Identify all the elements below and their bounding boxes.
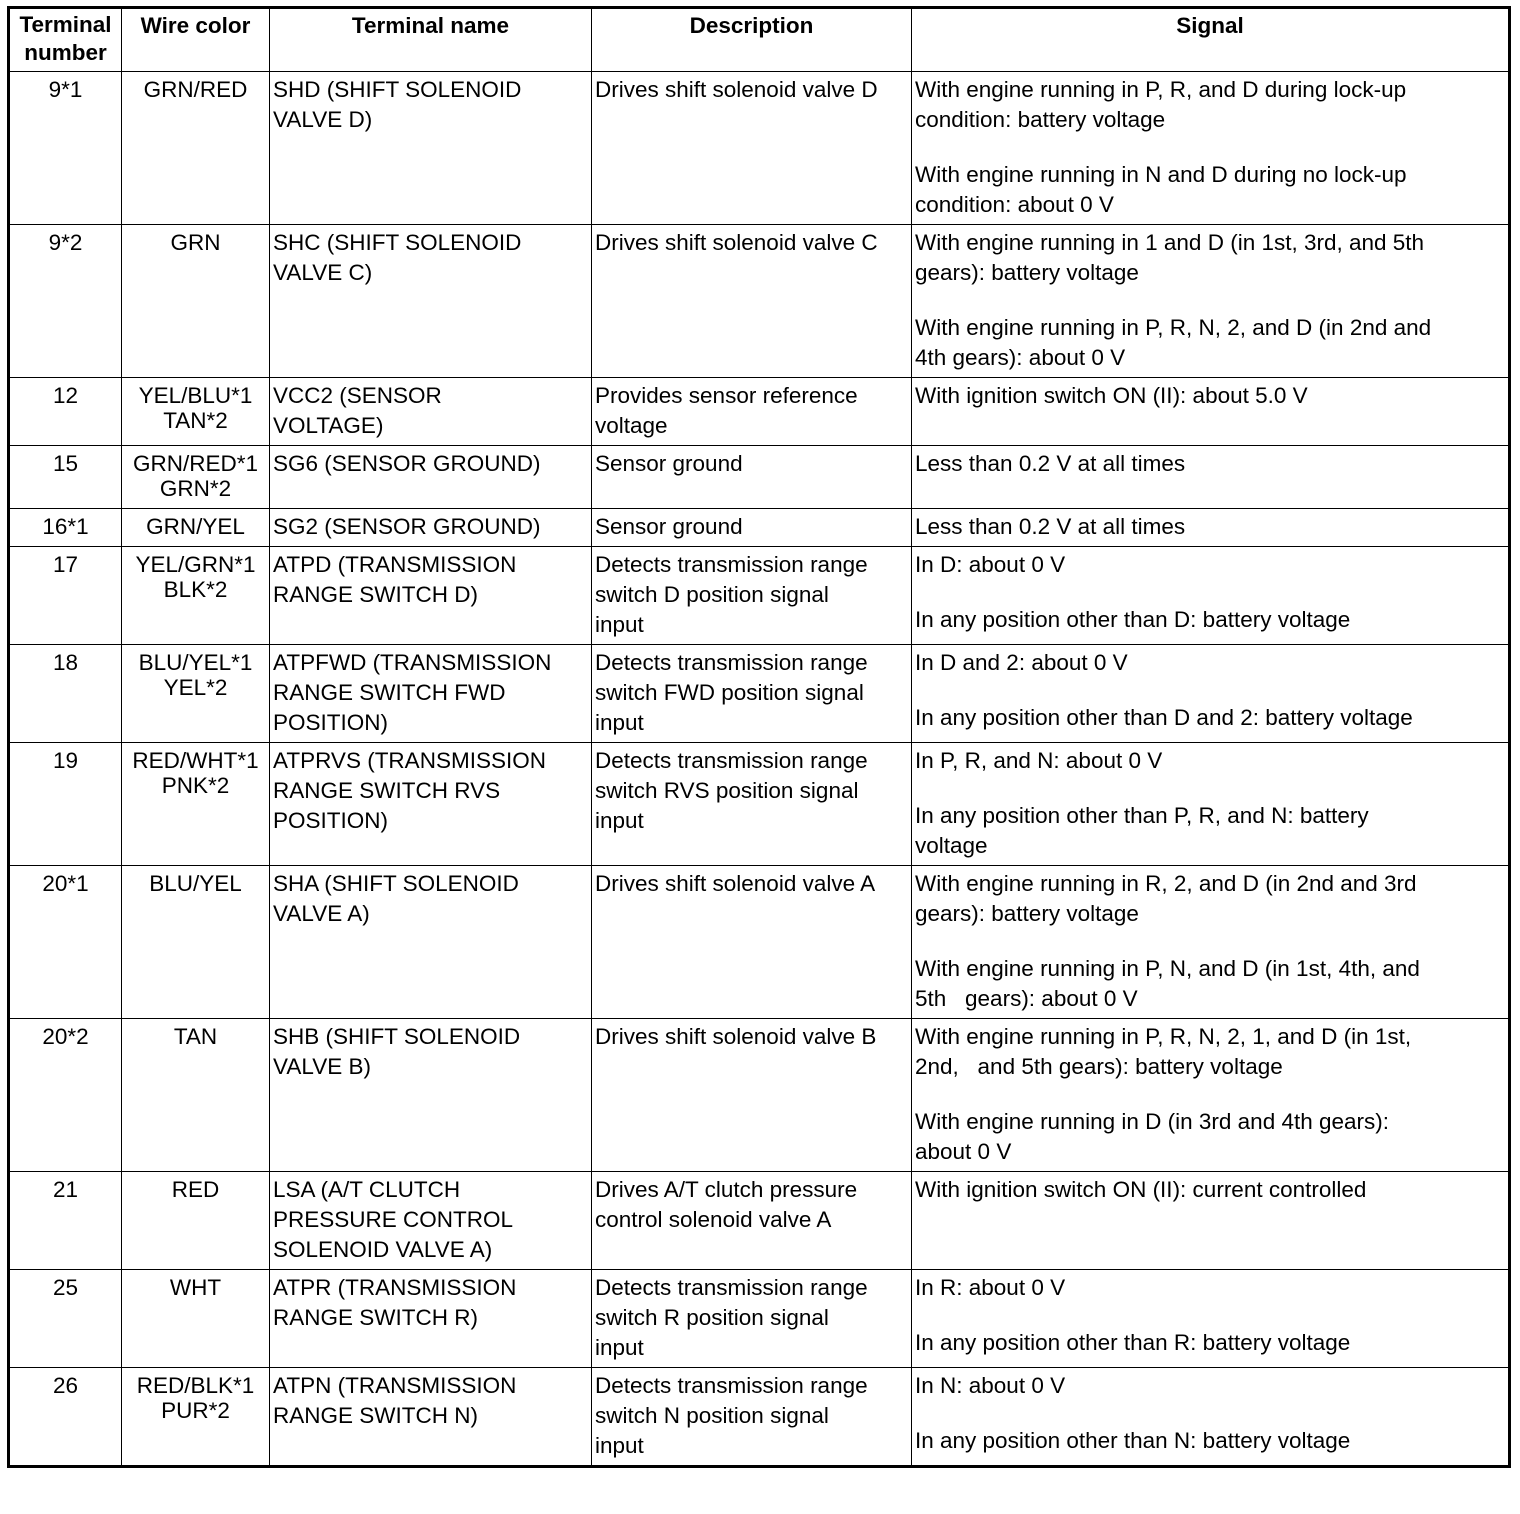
signal-line: gears): battery voltage <box>915 260 1139 285</box>
signal-paragraph <box>915 75 1505 135</box>
terminal-number-cell: 9*2 <box>9 225 122 378</box>
description-line: Drives shift solenoid valve D <box>595 77 878 102</box>
signal-paragraph <box>915 1175 1505 1205</box>
description-line: Sensor ground <box>595 514 743 539</box>
terminal-number-cell: 20*2 <box>9 1019 122 1172</box>
signal-cell <box>912 1172 1510 1270</box>
description-cell <box>592 1368 912 1467</box>
wire-color-cell <box>122 1172 270 1270</box>
terminal-name-line: SHD (SHIFT SOLENOID <box>273 77 522 102</box>
signal-paragraph <box>915 1022 1505 1082</box>
signal-line: In any position other than P, R, and N: battery <box>915 803 1369 828</box>
wire-color-value: GRN/RED*1 <box>132 451 259 476</box>
signal-paragraph <box>915 801 1505 861</box>
signal-line: With engine running in N and D during no lock-up <box>915 162 1407 187</box>
terminal-name-line: SHC (SHIFT SOLENOID <box>273 230 522 255</box>
signal-cell <box>912 378 1510 446</box>
description-line: Detects transmission range <box>595 1275 868 1300</box>
wire-color-value: TAN*2 <box>163 408 228 433</box>
signal-line: With ignition switch ON (II): current controlled <box>915 1177 1367 1202</box>
header-description: Description <box>592 8 912 72</box>
signal-paragraph <box>915 449 1505 479</box>
terminal-number-cell: 19 <box>9 743 122 866</box>
wire-color-value: RED/BLK*1 <box>136 1373 255 1398</box>
terminal-name-line: ATPRVS (TRANSMISSION <box>273 748 546 773</box>
terminal-number-cell: 16*1 <box>9 509 122 547</box>
terminal-name-line: POSITION) <box>273 710 389 735</box>
wire-color-value: GRN*2 <box>159 476 232 501</box>
description-cell <box>592 1019 912 1172</box>
description-line: Detects transmission range <box>595 748 868 773</box>
header-row <box>9 8 1510 72</box>
description-line: Provides sensor reference <box>595 383 858 408</box>
signal-paragraph <box>915 313 1505 373</box>
wire-color-value: GRN/RED <box>143 77 248 102</box>
signal-paragraph <box>915 703 1505 733</box>
terminal-name-line: LSA (A/T CLUTCH <box>273 1177 461 1202</box>
wire-color-value: RED <box>171 1177 220 1202</box>
signal-cell <box>912 866 1510 1019</box>
signal-line: With engine running in D (in 3rd and 4th gears): <box>915 1109 1390 1134</box>
signal-paragraph <box>915 160 1505 220</box>
wire-color-cell <box>122 225 270 378</box>
signal-line: In P, R, and N: about 0 V <box>915 748 1163 773</box>
signal-line: In D: about 0 V <box>915 552 1066 577</box>
signal-line: With engine running in P, R, and D during lock-up <box>915 77 1407 102</box>
signal-line: With engine running in P, R, N, 2, and D (in 2nd and <box>915 315 1432 340</box>
signal-line: In any position other than D and 2: battery voltage <box>915 705 1413 730</box>
description-line: input <box>595 1433 644 1458</box>
wire-color-value: GRN/YEL <box>146 514 245 539</box>
terminal-name-line: SG6 (SENSOR GROUND) <box>273 451 541 476</box>
description-line: input <box>595 710 644 735</box>
terminal-name-cell <box>270 509 592 547</box>
description-line: input <box>595 612 644 637</box>
signal-cell <box>912 1019 1510 1172</box>
description-line: Sensor ground <box>595 451 743 476</box>
signal-cell <box>912 225 1510 378</box>
signal-paragraph <box>915 512 1505 542</box>
signal-paragraph <box>915 228 1505 288</box>
signal-cell <box>912 645 1510 743</box>
signal-line: In any position other than R: battery voltage <box>915 1330 1351 1355</box>
terminal-number-cell: 17 <box>9 547 122 645</box>
terminal-name-line: VALVE A) <box>273 901 370 926</box>
description-line: control solenoid valve A <box>595 1207 832 1232</box>
signal-paragraph <box>915 381 1505 411</box>
description-cell <box>592 1270 912 1368</box>
terminal-name-line: SOLENOID VALVE A) <box>273 1237 493 1262</box>
terminal-name-line: SG2 (SENSOR GROUND) <box>273 514 541 539</box>
table-row <box>9 509 1510 547</box>
table-row <box>9 378 1510 446</box>
description-line: Drives shift solenoid valve A <box>595 871 876 896</box>
wire-color-value: BLU/YEL*1 <box>138 650 253 675</box>
description-cell <box>592 378 912 446</box>
wire-color-cell <box>122 72 270 225</box>
description-cell <box>592 446 912 509</box>
signal-line: condition: about 0 V <box>915 192 1114 217</box>
terminal-name-cell <box>270 743 592 866</box>
terminal-name-cell <box>270 225 592 378</box>
table-row <box>9 866 1510 1019</box>
description-cell <box>592 547 912 645</box>
terminal-name-line: RANGE SWITCH R) <box>273 1305 478 1330</box>
wire-color-cell <box>122 1368 270 1467</box>
signal-line: With engine running in P, N, and D (in 1st, 4th, and <box>915 956 1420 981</box>
signal-line: 5th gears): about 0 V <box>915 986 1138 1011</box>
terminal-name-cell <box>270 1270 592 1368</box>
terminal-name-line: RANGE SWITCH FWD <box>273 680 506 705</box>
signal-paragraph <box>915 1107 1505 1167</box>
terminal-number-cell: 21 <box>9 1172 122 1270</box>
table-row <box>9 1270 1510 1368</box>
description-line: switch FWD position signal <box>595 680 864 705</box>
wire-color-value: WHT <box>169 1275 222 1300</box>
description-line: switch N position signal <box>595 1403 829 1428</box>
description-line: Drives A/T clutch pressure <box>595 1177 858 1202</box>
wire-color-cell <box>122 743 270 866</box>
signal-line: In D and 2: about 0 V <box>915 650 1128 675</box>
table-row <box>9 225 1510 378</box>
header-signal: Signal <box>912 8 1510 72</box>
signal-paragraph <box>915 1371 1505 1401</box>
wire-color-cell <box>122 866 270 1019</box>
table-header <box>9 8 1510 72</box>
table-row <box>9 1368 1510 1467</box>
wire-color-cell <box>122 378 270 446</box>
terminal-name-line: PRESSURE CONTROL <box>273 1207 514 1232</box>
signal-line: condition: battery voltage <box>915 107 1166 132</box>
table-row <box>9 743 1510 866</box>
signal-cell <box>912 743 1510 866</box>
signal-paragraph <box>915 746 1505 776</box>
table-row <box>9 547 1510 645</box>
terminal-name-line: SHB (SHIFT SOLENOID <box>273 1024 521 1049</box>
signal-line: In R: about 0 V <box>915 1275 1066 1300</box>
terminal-number-cell: 25 <box>9 1270 122 1368</box>
description-cell <box>592 72 912 225</box>
signal-line: 2nd, and 5th gears): battery voltage <box>915 1054 1283 1079</box>
signal-paragraph <box>915 1328 1505 1358</box>
signal-line: Less than 0.2 V at all times <box>915 514 1186 539</box>
description-line: Detects transmission range <box>595 650 868 675</box>
terminal-number-cell: 26 <box>9 1368 122 1467</box>
terminal-name-cell <box>270 547 592 645</box>
terminal-name-line: VOLTAGE) <box>273 413 384 438</box>
header-terminal-number: Terminal number <box>9 8 122 72</box>
description-line: input <box>595 1335 644 1360</box>
terminal-name-cell <box>270 866 592 1019</box>
terminal-name-line: VALVE B) <box>273 1054 371 1079</box>
table-body <box>9 72 1510 1467</box>
signal-cell <box>912 1368 1510 1467</box>
description-line: voltage <box>595 413 668 438</box>
terminal-name-line: VCC2 (SENSOR <box>273 383 442 408</box>
description-cell <box>592 225 912 378</box>
signal-line: about 0 V <box>915 1139 1012 1164</box>
terminal-name-line: VALVE D) <box>273 107 373 132</box>
terminal-name-line: ATPR (TRANSMISSION <box>273 1275 517 1300</box>
description-cell <box>592 743 912 866</box>
terminal-name-line: SHA (SHIFT SOLENOID <box>273 871 519 896</box>
description-line: switch D position signal <box>595 582 829 607</box>
description-cell <box>592 1172 912 1270</box>
signal-paragraph <box>915 954 1505 1014</box>
table-row <box>9 645 1510 743</box>
description-cell <box>592 509 912 547</box>
terminal-name-cell <box>270 1368 592 1467</box>
description-line: switch RVS position signal <box>595 778 859 803</box>
terminal-table <box>7 6 1511 1468</box>
description-line: Drives shift solenoid valve B <box>595 1024 877 1049</box>
description-line: Detects transmission range <box>595 552 868 577</box>
wire-color-cell <box>122 1270 270 1368</box>
description-line: input <box>595 808 644 833</box>
wire-color-value: BLU/YEL <box>149 871 242 896</box>
terminal-name-line: ATPFWD (TRANSMISSION <box>273 650 552 675</box>
terminal-name-cell <box>270 1172 592 1270</box>
signal-line: With engine running in P, R, N, 2, 1, and D (in 1st, <box>915 1024 1412 1049</box>
signal-line: In N: about 0 V <box>915 1373 1066 1398</box>
signal-paragraph <box>915 648 1505 678</box>
description-cell <box>592 645 912 743</box>
header-terminal-name: Terminal name <box>270 8 592 72</box>
signal-cell <box>912 509 1510 547</box>
signal-paragraph <box>915 605 1505 635</box>
signal-paragraph <box>915 869 1505 929</box>
terminal-number-cell: 18 <box>9 645 122 743</box>
wire-color-value: TAN <box>173 1024 218 1049</box>
table-row <box>9 446 1510 509</box>
terminal-name-line: RANGE SWITCH N) <box>273 1403 478 1428</box>
terminal-name-cell <box>270 72 592 225</box>
terminal-number-cell: 12 <box>9 378 122 446</box>
signal-cell <box>912 1270 1510 1368</box>
terminal-name-line: ATPD (TRANSMISSION <box>273 552 517 577</box>
terminal-name-line: RANGE SWITCH D) <box>273 582 478 607</box>
wire-color-value: GRN <box>170 230 221 255</box>
signal-line: With engine running in 1 and D (in 1st, 3rd, and 5th <box>915 230 1425 255</box>
terminal-name-cell <box>270 1019 592 1172</box>
signal-cell <box>912 446 1510 509</box>
terminal-name-cell <box>270 446 592 509</box>
signal-line: voltage <box>915 833 988 858</box>
signal-cell <box>912 547 1510 645</box>
wire-color-cell <box>122 509 270 547</box>
signal-paragraph <box>915 1426 1505 1456</box>
wire-color-cell <box>122 547 270 645</box>
terminal-number-cell: 9*1 <box>9 72 122 225</box>
signal-line: With ignition switch ON (II): about 5.0 V <box>915 383 1308 408</box>
terminal-number-cell: 20*1 <box>9 866 122 1019</box>
description-cell <box>592 866 912 1019</box>
terminal-name-cell <box>270 378 592 446</box>
terminal-name-line: VALVE C) <box>273 260 373 285</box>
terminal-name-line: RANGE SWITCH RVS <box>273 778 501 803</box>
wire-color-value: RED/WHT*1 <box>132 748 259 773</box>
table-row <box>9 1019 1510 1172</box>
wire-color-value: YEL/BLU*1 <box>138 383 253 408</box>
table-row <box>9 1172 1510 1270</box>
description-line: Detects transmission range <box>595 1373 868 1398</box>
wire-color-value: BLK*2 <box>163 577 228 602</box>
signal-line: 4th gears): about 0 V <box>915 345 1126 370</box>
signal-line: With engine running in R, 2, and D (in 2nd and 3rd <box>915 871 1417 896</box>
header-wire-color: Wire color <box>122 8 270 72</box>
signal-paragraph <box>915 550 1505 580</box>
signal-line: In any position other than D: battery voltage <box>915 607 1351 632</box>
wire-color-value: YEL*2 <box>163 675 228 700</box>
signal-line: In any position other than N: battery voltage <box>915 1428 1351 1453</box>
wire-color-value: PUR*2 <box>161 1398 230 1423</box>
terminal-name-line: ATPN (TRANSMISSION <box>273 1373 517 1398</box>
wire-color-cell <box>122 1019 270 1172</box>
terminal-number-cell: 15 <box>9 446 122 509</box>
wire-color-cell <box>122 446 270 509</box>
table-row <box>9 72 1510 225</box>
description-line: Drives shift solenoid valve C <box>595 230 878 255</box>
signal-cell <box>912 72 1510 225</box>
wire-color-value: PNK*2 <box>161 773 230 798</box>
terminal-name-line: POSITION) <box>273 808 389 833</box>
description-line: switch R position signal <box>595 1305 829 1330</box>
wire-color-cell <box>122 645 270 743</box>
signal-line: gears): battery voltage <box>915 901 1139 926</box>
terminal-name-cell <box>270 645 592 743</box>
signal-line: Less than 0.2 V at all times <box>915 451 1186 476</box>
wire-color-value: YEL/GRN*1 <box>135 552 256 577</box>
signal-paragraph <box>915 1273 1505 1303</box>
